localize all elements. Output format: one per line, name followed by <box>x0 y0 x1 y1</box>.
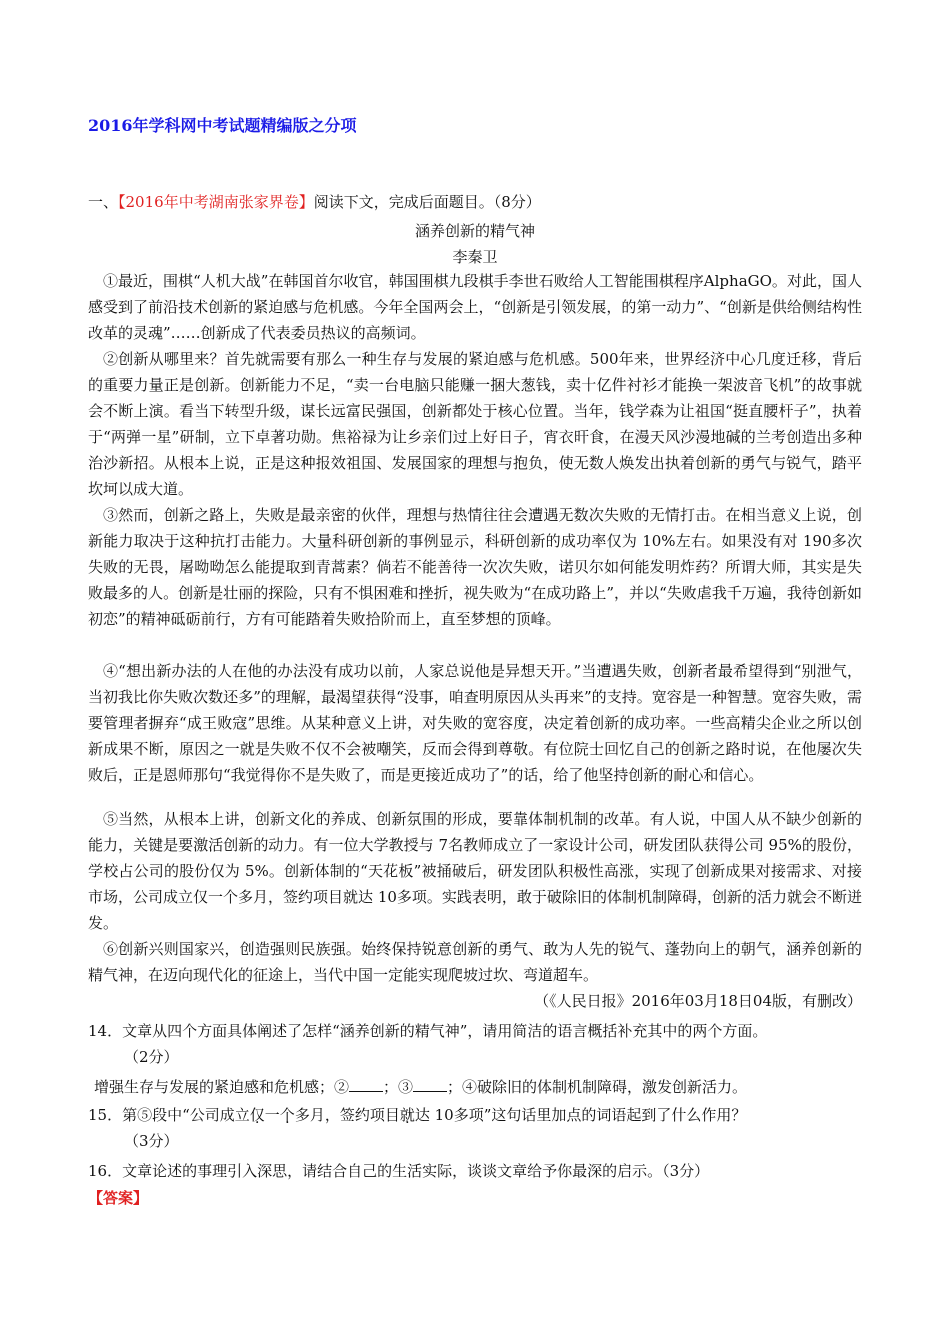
dotted-word-2: 个 <box>279 1106 295 1124</box>
fill-text-b: ；③ <box>383 1078 414 1096</box>
question-15-mid-2: 多月，签约项目 <box>294 1106 400 1124</box>
question-15-mid-1: 一 <box>264 1106 280 1124</box>
answer-blank-2[interactable] <box>349 1077 383 1092</box>
fill-text-a: 增强生存与发展的紧迫感和危机感；② <box>94 1078 350 1096</box>
article-paragraph-2: ②创新从哪里来？首先就需要有那么一种生存与发展的紧迫感与危机感。500年来，世界经济中心几度迁移，背后的重要力量正是创新。创新能力不足，“卖一台电脑只能赚一捆大葱钱，卖十亿件衬衫才能换一架波音飞机”的故事就会不断上演。看当下转型升级，谋长远富民强国，创新都处于核心位置。当年，钱学森为让祖国“挺直腰杆子”，执着于“两弹一星”研制，立下卓著功勋。焦裕禄为让乡亲们过上好日子，宵衣旰食，在漫天风沙漫地碱的兰考创造出多种治沙新招。从根本上说，正是这种报效祖国、发展国家的理想与抱负，使无数人焕发出执着创新的勇气与锐气，踏平坎坷以成大道。 <box>88 350 862 498</box>
article-paragraph-3: ③然而，创新之路上，失败是最亲密的伙伴，理想与热情往往会遭遇无数次失败的无情打击。在相当意义上说，创新能力取决于这种抗打击能力。大量科研创新的事例显示，科研创新的成功率仅为 10%左右。如果没有对 190多次失败的无畏，屠呦呦怎么能提取到青蒿素？倘若不能善待一次次失败，诺贝尔如何能发明炸药？所谓大师，其实是失败最多的人。创新是壮丽的探险，只有不惧困难和挫折，视失败为“在成功路上”，并以“失败虐我千万遍，我待创新如初恋”的精神砥砺前行，方有可能踏着失败拾阶而上，直至梦想的顶峰。 <box>88 506 862 628</box>
question-15-pre: 15．第⑤段中“公司成立 <box>88 1106 250 1124</box>
fill-text-c: ；④破除旧的体制机制障碍，激发创新活力。 <box>447 1078 748 1096</box>
section-heading <box>88 191 541 212</box>
answer-label: 【答案】 <box>88 1189 149 1207</box>
article-author: 李秦卫 <box>452 248 498 266</box>
question-15-score: （3分） <box>124 1132 179 1150</box>
dotted-word-1: 仅 <box>249 1106 265 1124</box>
article-title: 涵养创新的精气神 <box>414 222 535 240</box>
article-paragraph-4: ④“想出新办法的人在他的办法没有成功以前，人家总说他是异想天开。”当遭遇失败，创新者最希望得到“别泄气，当初我比你失败次数还多”的理解，最渴望获得“没事，咱查明原因从头再来”的支持。宽容是一种智慧。宽容失败，需要管理者摒弃“成王败寇”思维。从某种意义上讲，对失败的宽容度，决定着创新的成功率。一些高精尖企业之所以创新成果不断，原因之一就是失败不仅不会被嘲笑，反而会得到尊敬。有位院士回忆自己的创新之路时说，在他屡次失败后，正是恩师那句“我觉得你不是失败了，而是更接近成功了”的话，给了他坚持创新的耐心和信心。 <box>88 662 862 784</box>
section-source: 【2016年中考湖南张家界卷】 <box>118 193 314 211</box>
article-paragraph-6: ⑥创新兴则国家兴，创造强则民族强。始终保持锐意创新的勇气、敢为人先的锐气、蓬勃向上的朝气，涵养创新的精气神，在迈向现代化的征途上，当代中国一定能实现爬坡过坎、弯道超车。 <box>88 940 862 984</box>
question-14-text: 14．文章从四个方面具体阐述了怎样“涵养创新的精气神”，请用简洁的语言概括补充其中的两个方面。 <box>88 1022 768 1040</box>
question-14-fill-line <box>94 1076 747 1097</box>
question-14 <box>88 1018 868 1070</box>
document-header-title: 2016年学科网中考试题精编版之分项 <box>88 116 357 135</box>
question-14-score: （2分） <box>124 1048 179 1066</box>
article-paragraph-5: ⑤当然，从根本上讲，创新文化的养成、创新氛围的形成，要靠体制机制的改革。有人说，中国人从不缺少创新的能力，关键是要激活创新的动力。有一位大学教授与 7名教师成立了一家设计公司，研发团队获得公司 95%的股份，学校占公司的股份仅为 5%。创新体制的“天花板”被捅破后，研发团队积极性高涨，实现了创新成果对接需求、对接市场，公司成立仅一个多月，签约项目就达 10多项。实践表明，敢于破除旧的体制机制障碍，创新的活力就会不断迸发。 <box>88 810 862 932</box>
dotted-word-3: 就 <box>399 1106 415 1124</box>
section-prefix: 一、 <box>88 193 119 211</box>
section-instruction: 阅读下文，完成后面题目。（8分） <box>313 193 541 211</box>
article-citation: （《人民日报》2016年03月18日04版，有删改） <box>534 992 862 1010</box>
question-15-post: 达 10多项”这句话里加点的词语起到了什么作用？ <box>414 1106 747 1124</box>
question-16: 16．文章论述的事理引入深思，请结合自己的生活实际，谈谈文章给予你最深的启示。（3分） <box>88 1162 710 1180</box>
question-15 <box>88 1102 868 1154</box>
article-paragraph-1: ①最近，围棋“人机大战”在韩国首尔收官，韩国围棋九段棋手李世石败给人工智能围棋程序AlphaGO。对此，国人感受到了前沿技术创新的紧迫感与危机感。今年全国两会上，“创新是引领发展，的第一动力”、“创新是供给侧结构性改革的灵魂”……创新成了代表委员热议的高频词。 <box>88 272 862 342</box>
answer-blank-3[interactable] <box>413 1077 447 1092</box>
